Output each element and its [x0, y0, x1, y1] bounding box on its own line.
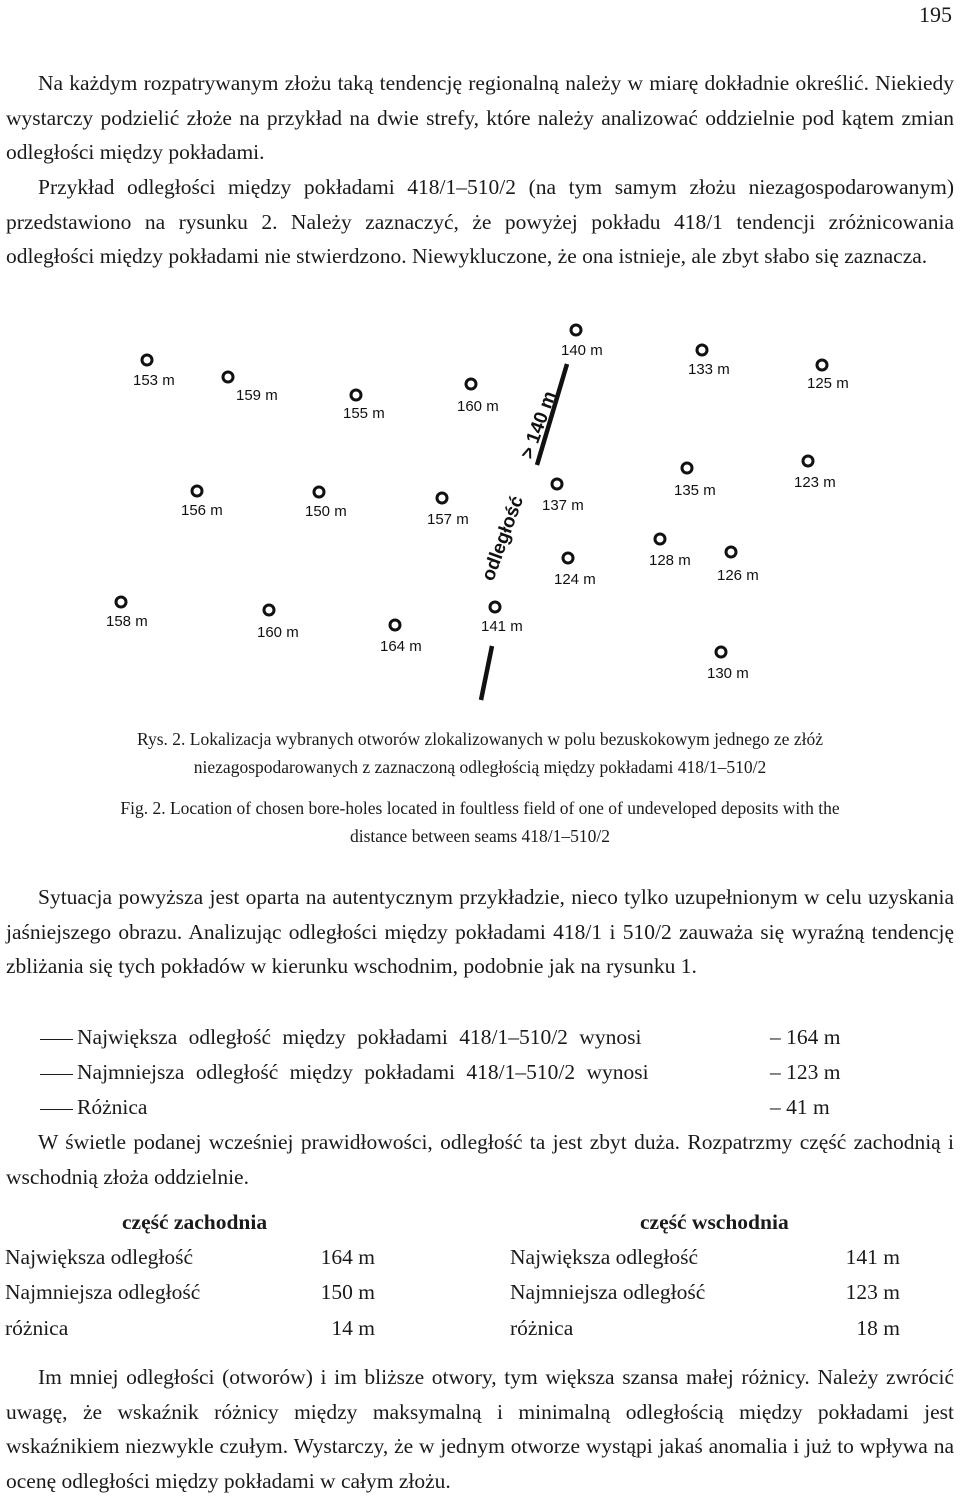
borehole-marker: [142, 355, 152, 365]
east-row-value: 123 m: [845, 1280, 900, 1304]
borehole-map: [0, 315, 960, 715]
caption-english: [20, 794, 940, 850]
borehole-marker: [697, 345, 707, 355]
borehole-label: 141 m: [481, 618, 523, 635]
caption-polish-line-2: niezagospodarowanych z zaznaczoną odległością między pokładami 418/1–510/2: [193, 757, 767, 777]
borehole-label: 130 m: [707, 665, 749, 682]
west-row-value: 14 m: [331, 1316, 375, 1340]
list-item-value: – 164 m: [770, 1025, 841, 1049]
paragraph-analysis-text: Sytuacja powyższa jest oparta na autentycznym przykładzie, nieco tylko uzupełnionym w celu uzyskania jaśniejszego obrazu. Analizując odległości między pokładami 418/1 i 510/2 zauważa się wyraźną tendencję zbliżania się tych pokładów w kierunku wschodnim, podobnie jak na rysunku 1.: [6, 885, 954, 979]
borehole-marker: [264, 605, 274, 615]
paragraph-final-text: Im mniej odległości (otworów) i im bliższe otwory, tym większa szansa małej różnicy. Należy zwrócić uwagę, że wskaźnik różnicy między maksymalną i minimalną odległością między pokładami jest wskaźnikiem niezwykle czułym. Wystarczy, że w jednym otworze wystąpi jakaś anomalia i już to wpływa na ocenę odległości między pokładami w całym złożu.: [6, 1365, 954, 1494]
paragraph-conclusion: [6, 1125, 954, 1194]
paragraph-example-text: Przykład odległości między pokładami 418/1–510/2 (na tym samym złożu niezagospodarowanym) przedstawiono na rysunku 2. Należy zaznaczyć, że powyżej pokładu 418/1 tendencji zróżnicowania odległości między pokładami nie stwierdzono. Niewykluczone, że ona istnieje, ale zbyt słabo się zaznacza.: [6, 175, 954, 269]
borehole-marker: [437, 493, 447, 503]
paragraph-final: [6, 1360, 954, 1499]
borehole-label: 160 m: [457, 398, 499, 415]
borehole-marker: [716, 647, 726, 657]
list-item-label: Największa odległość między pokładami 418/1–510/2 wynosi: [77, 1025, 642, 1049]
borehole-marker: [116, 597, 126, 607]
borehole-label: 137 m: [542, 497, 584, 514]
list-item-value: – 41 m: [770, 1095, 830, 1119]
borehole-label: 150 m: [305, 503, 347, 520]
borehole-marker: [563, 553, 573, 563]
borehole-label: 126 m: [717, 567, 759, 584]
list-item: [40, 1055, 649, 1089]
borehole-label: 153 m: [133, 372, 175, 389]
borehole-label: 124 m: [554, 571, 596, 588]
borehole-marker: [682, 463, 692, 473]
distance-threshold-label: > 140 m: [516, 388, 561, 462]
borehole-label: 135 m: [674, 482, 716, 499]
borehole-marker: [726, 547, 736, 557]
paragraph-intro: [6, 66, 954, 170]
borehole-marker: [390, 620, 400, 630]
east-row-label: Najmniejsza odległość: [510, 1280, 706, 1304]
west-row-label: różnica: [5, 1316, 69, 1340]
borehole-label: 128 m: [649, 552, 691, 569]
west-row-value: 164 m: [320, 1245, 375, 1269]
west-row-label: Największa odległość: [5, 1245, 194, 1269]
paragraph-intro-text: Na każdym rozpatrywanym złożu taką tendencję regionalną należy w miarę dokładnie określić. Niekiedy wystarczy podzielić złoże na przykład na dwie strefy, które należy analizować oddzielnie pod kątem zmian odległości między pokładami.: [6, 71, 954, 165]
list-item-value: – 123 m: [770, 1060, 841, 1084]
borehole-marker: [314, 487, 324, 497]
list-item-label: Różnica: [77, 1095, 148, 1119]
paragraph-analysis: [6, 880, 954, 984]
east-row-value: 18 m: [856, 1316, 900, 1340]
borehole-marker: [655, 534, 665, 544]
caption-english-line-1: Fig. 2. Location of chosen bore-holes located in foultless field of one of undeveloped deposits with the: [120, 798, 840, 818]
list-item: [40, 1020, 641, 1054]
borehole-label: 140 m: [561, 342, 603, 359]
borehole-marker: [192, 486, 202, 496]
borehole-label: 157 m: [427, 511, 469, 528]
borehole-marker: [571, 325, 581, 335]
borehole-marker: [351, 390, 361, 400]
distance-axis-label: odległość: [477, 493, 529, 584]
borehole-label: 133 m: [688, 361, 730, 378]
borehole-label: 155 m: [343, 405, 385, 422]
borehole-label: 159 m: [236, 387, 278, 404]
list-item-label: Najmniejsza odległość między pokładami 418/1–510/2 wynosi: [77, 1060, 649, 1084]
borehole-marker: [817, 360, 827, 370]
caption-polish-line-1: Rys. 2. Lokalizacja wybranych otworów zlokalizowanych w polu bezuskokowym jednego ze złóż: [137, 729, 823, 749]
west-row-label: Najmniejsza odległość: [5, 1280, 201, 1304]
page-number: 195: [919, 2, 952, 27]
west-row-value: 150 m: [320, 1280, 375, 1304]
borehole-label: 164 m: [380, 638, 422, 655]
dash-mark: [40, 1039, 73, 1040]
borehole-label: 156 m: [181, 502, 223, 519]
east-row-label: różnica: [510, 1316, 574, 1340]
east-row-label: Największa odległość: [510, 1245, 699, 1269]
borehole-marker: [223, 372, 233, 382]
dash-mark: [40, 1074, 73, 1075]
borehole-label: 158 m: [106, 613, 148, 630]
paragraph-example: [6, 170, 954, 274]
west-heading: część zachodnia: [122, 1210, 268, 1234]
borehole-marker: [803, 456, 813, 466]
borehole-label: 123 m: [794, 474, 836, 491]
borehole-label: 125 m: [807, 375, 849, 392]
borehole-marker: [552, 479, 562, 489]
east-heading: część wschodnia: [640, 1210, 789, 1234]
caption-english-line-2: distance between seams 418/1–510/2: [349, 826, 610, 846]
borehole-marker: [466, 379, 476, 389]
list-item: [40, 1090, 147, 1124]
borehole-label: 160 m: [257, 624, 299, 641]
east-row-value: 141 m: [845, 1245, 900, 1269]
borehole-marker: [490, 602, 500, 612]
dash-mark: [40, 1109, 73, 1110]
caption-polish: [20, 725, 940, 781]
paragraph-conclusion-text: W świetle podanej wcześniej prawidłowości, odległość ta jest zbyt duża. Rozpatrzmy część zachodnią i wschodnią złoża oddzielnie.: [6, 1130, 954, 1189]
boundary-line-lower: [481, 646, 492, 700]
